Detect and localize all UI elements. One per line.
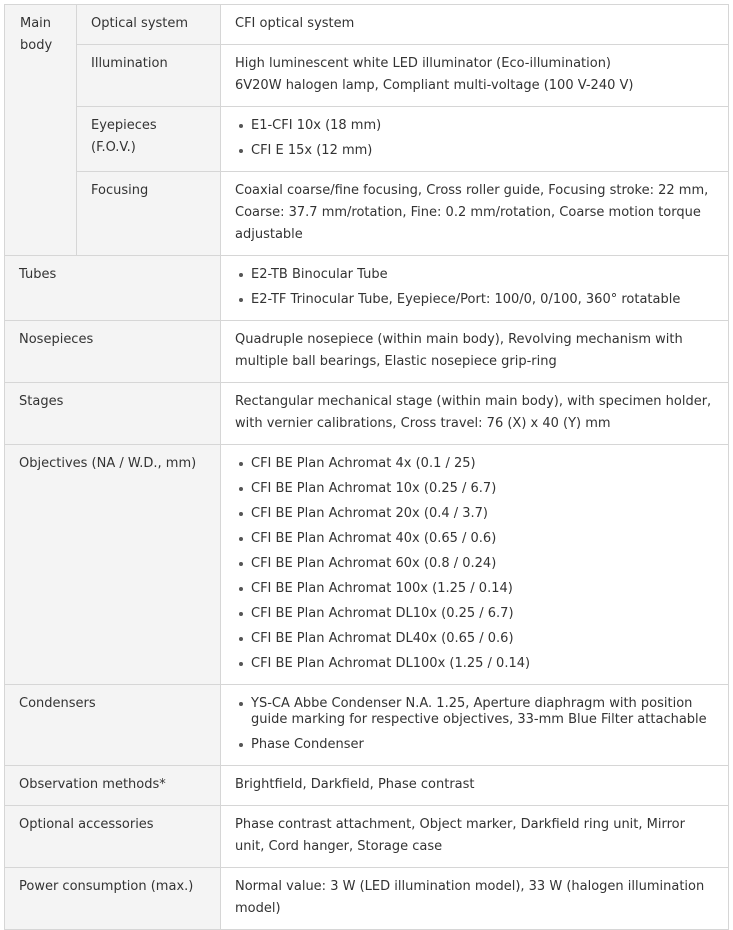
eyepieces-list bbox=[235, 115, 718, 162]
table-row bbox=[5, 868, 729, 930]
row-label-optional-accessories: Optional accessories bbox=[5, 806, 221, 868]
row-sublabel-eyepieces bbox=[77, 107, 221, 172]
row-label-condensers: Condensers bbox=[5, 685, 221, 766]
row-value-nosepieces: Quadruple nosepiece (within main body), Revolving mechanism with multiple ball bearings, Elastic nosepiece grip-ring bbox=[221, 321, 729, 383]
eyepieces-label: Eyepieces bbox=[91, 118, 157, 133]
table-row bbox=[5, 172, 729, 256]
row-label-tubes: Tubes bbox=[5, 256, 221, 321]
condensers-list bbox=[235, 693, 718, 756]
table-row bbox=[5, 107, 729, 172]
row-label-main-body: Main body bbox=[5, 5, 77, 256]
table-row bbox=[5, 45, 729, 107]
list-item: E1-CFI 10x (18 mm) bbox=[235, 115, 718, 137]
row-value-tubes bbox=[221, 256, 729, 321]
table-row bbox=[5, 256, 729, 321]
list-item: CFI BE Plan Achromat 20x (0.4 / 3.7) bbox=[235, 503, 718, 525]
row-label-nosepieces: Nosepieces bbox=[5, 321, 221, 383]
eyepieces-label-fov: (F.O.V.) bbox=[91, 140, 136, 155]
table-row bbox=[5, 685, 729, 766]
list-item: Phase Condenser bbox=[235, 734, 718, 756]
list-item: CFI BE Plan Achromat 60x (0.8 / 0.24) bbox=[235, 553, 718, 575]
table-row bbox=[5, 766, 729, 806]
table-row bbox=[5, 806, 729, 868]
table-row bbox=[5, 383, 729, 445]
list-item: CFI BE Plan Achromat 40x (0.65 / 0.6) bbox=[235, 528, 718, 550]
row-label-observation-methods: Observation methods* bbox=[5, 766, 221, 806]
row-sublabel-focusing: Focusing bbox=[77, 172, 221, 256]
row-label-objectives: Objectives (NA / W.D., mm) bbox=[5, 445, 221, 685]
list-item: CFI BE Plan Achromat 10x (0.25 / 6.7) bbox=[235, 478, 718, 500]
row-label-stages: Stages bbox=[5, 383, 221, 445]
row-value-stages: Rectangular mechanical stage (within main body), with specimen holder, with vernier calibrations, Cross travel: 76 (X) x 40 (Y) mm bbox=[221, 383, 729, 445]
specifications-table bbox=[4, 4, 729, 930]
tubes-list bbox=[235, 264, 718, 311]
table-row bbox=[5, 445, 729, 685]
list-item: E2-TB Binocular Tube bbox=[235, 264, 718, 286]
row-value-observation-methods: Brightfield, Darkfield, Phase contrast bbox=[221, 766, 729, 806]
list-item: CFI BE Plan Achromat 4x (0.1 / 25) bbox=[235, 453, 718, 475]
row-value-power-consumption: Normal value: 3 W (LED illumination model), 33 W (halogen illumination model) bbox=[221, 868, 729, 930]
list-item: CFI BE Plan Achromat DL10x (0.25 / 6.7) bbox=[235, 603, 718, 625]
list-item: E2-TF Trinocular Tube, Eyepiece/Port: 100/0, 0/100, 360° rotatable bbox=[235, 289, 718, 311]
row-value-eyepieces bbox=[221, 107, 729, 172]
row-value-illumination bbox=[221, 45, 729, 107]
list-item: CFI E 15x (12 mm) bbox=[235, 140, 718, 162]
list-item: CFI BE Plan Achromat 100x (1.25 / 0.14) bbox=[235, 578, 718, 600]
row-label-power-consumption: Power consumption (max.) bbox=[5, 868, 221, 930]
row-value-condensers bbox=[221, 685, 729, 766]
row-value-optical-system: CFI optical system bbox=[221, 5, 729, 45]
table-row bbox=[5, 5, 729, 45]
row-sublabel-optical-system: Optical system bbox=[77, 5, 221, 45]
illumination-line: 6V20W halogen lamp, Compliant multi-voltage (100 V-240 V) bbox=[235, 78, 634, 93]
list-item: CFI BE Plan Achromat DL40x (0.65 / 0.6) bbox=[235, 628, 718, 650]
row-value-focusing: Coaxial coarse/fine focusing, Cross roller guide, Focusing stroke: 22 mm, Coarse: 37.7 mm/rotation, Fine: 0.2 mm/rotation, Coarse motion torque adjustable bbox=[221, 172, 729, 256]
table-row bbox=[5, 321, 729, 383]
list-item: YS-CA Abbe Condenser N.A. 1.25, Aperture diaphragm with position guide marking for respective objectives, 33-mm Blue Filter attachable bbox=[235, 693, 718, 728]
row-sublabel-illumination: Illumination bbox=[77, 45, 221, 107]
row-value-objectives bbox=[221, 445, 729, 685]
illumination-line: High luminescent white LED illuminator (Eco-illumination) bbox=[235, 56, 612, 71]
objectives-list bbox=[235, 453, 718, 675]
list-item: CFI BE Plan Achromat DL100x (1.25 / 0.14) bbox=[235, 653, 718, 675]
row-value-optional-accessories: Phase contrast attachment, Object marker, Darkfield ring unit, Mirror unit, Cord hanger, Storage case bbox=[221, 806, 729, 868]
